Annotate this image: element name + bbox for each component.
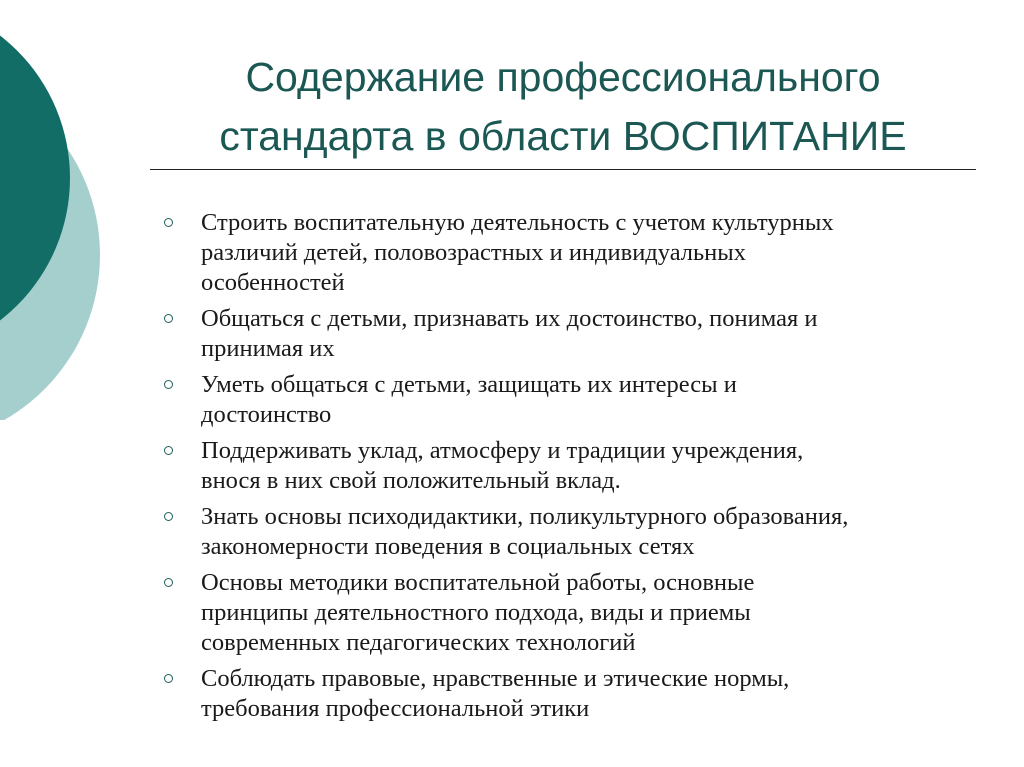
list-item-line: внося в них свой положительный вклад.: [201, 467, 621, 494]
circle-bullet-icon: [164, 578, 173, 587]
list-item-line: принимая их: [201, 335, 335, 362]
circle-bullet-icon: [164, 446, 173, 455]
list-item: [163, 208, 983, 298]
list-item: [163, 436, 983, 496]
list-item-line: Соблюдать правовые, нравственные и этические нормы,: [201, 665, 790, 692]
list-item-line: Уметь общаться с детьми, защищать их интересы и: [201, 371, 737, 398]
slide-title-line: Содержание профессионального: [245, 54, 881, 100]
list-item-line: Поддерживать уклад, атмосферу и традиции учреждения,: [201, 437, 804, 464]
list-item: [163, 502, 983, 562]
circle-bullet-icon: [164, 512, 173, 521]
list-item-line: принципы деятельностного подхода, виды и приемы: [201, 599, 751, 626]
list-item: [163, 304, 983, 364]
bullet-list: [163, 208, 983, 730]
list-item-line: достоинство: [201, 401, 332, 428]
circle-bullet-icon: [164, 674, 173, 683]
list-item-line: Общаться с детьми, признавать их достоинство, понимая и: [201, 305, 818, 332]
circle-bullet-icon: [164, 218, 173, 227]
list-item-line: Знать основы психодидактики, поликультурного образования,: [201, 503, 849, 530]
list-item-line: Основы методики воспитательной работы, основные: [201, 569, 755, 596]
title-divider: [150, 169, 976, 170]
circle-bullet-icon: [164, 314, 173, 323]
list-item-line: закономерности поведения в социальных сетях: [201, 533, 695, 560]
circle-bullet-icon: [164, 380, 173, 389]
slide-title-line: стандарта в области ВОСПИТАНИЕ: [219, 113, 907, 159]
list-item: [163, 568, 983, 658]
slide-title: [150, 48, 976, 166]
list-item-line: различий детей, половозрастных и индивидуальных: [201, 239, 747, 266]
decorative-circles: [0, 0, 140, 420]
list-item: [163, 664, 983, 724]
list-item-line: особенностей: [201, 269, 345, 296]
list-item-line: требования профессиональной этики: [201, 695, 590, 722]
list-item: [163, 370, 983, 430]
list-item-line: современных педагогических технологий: [201, 629, 636, 656]
list-item-line: Строить воспитательную деятельность с учетом культурных: [201, 209, 834, 236]
